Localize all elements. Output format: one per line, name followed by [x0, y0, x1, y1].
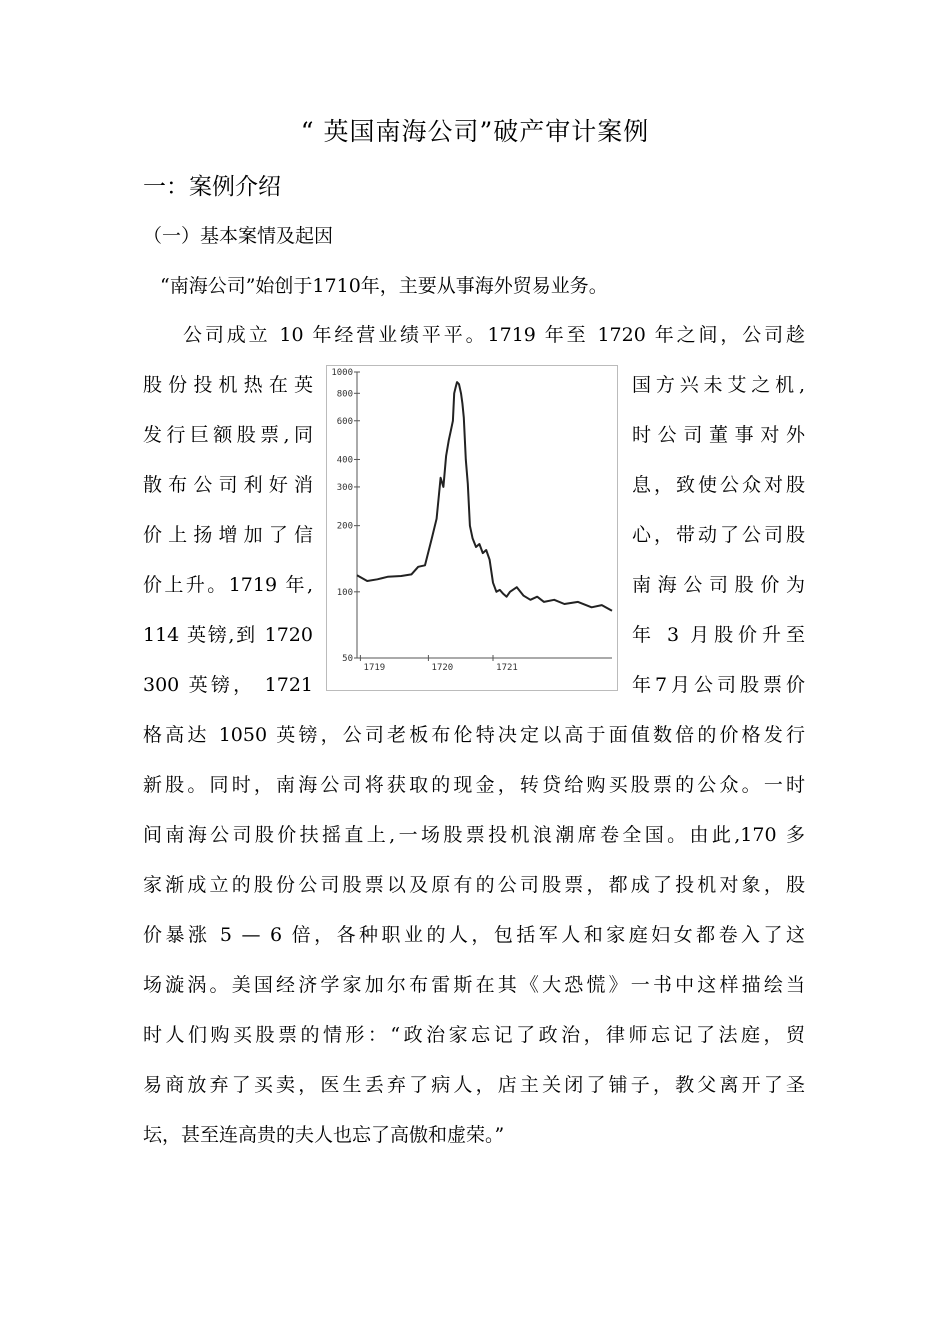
paragraph-line: 价暴涨 5 — 6 倍，各种职业的人，包括军人和家庭妇女都卷入了这	[143, 924, 805, 946]
wrap-left-line: 发行巨额股票,同	[143, 424, 313, 446]
paragraph-line: 时人们购买股票的情形：“政治家忘记了政治，律师忘记了法庭，贸	[143, 1024, 805, 1046]
paragraph-line: 公司成立 10 年经营业绩平平。1719 年至 1720 年之间，公司趁	[183, 324, 805, 346]
wrap-left-line: 股份投机热在英	[143, 374, 313, 396]
wrap-right-line: 息，致使公众对股	[632, 474, 805, 496]
paragraph-line: 易商放弃了买卖，医生丢弃了病人，店主关闭了铺子，教父离开了圣	[143, 1074, 805, 1096]
wrap-left-line: 价上升。1719 年,	[143, 574, 313, 596]
wrap-left-line: 114 英镑,到 1720	[143, 624, 313, 646]
intro-paragraph: “南海公司”始创于1710年，主要从事海外贸易业务。	[160, 275, 608, 297]
wrap-left-line: 散布公司利好消	[143, 474, 313, 496]
section-heading: 一：案例介绍	[143, 174, 281, 200]
paragraph-line: 新股。同时，南海公司将获取的现金，转贷给购买股票的公众。一时	[143, 774, 805, 796]
price-series-line	[357, 382, 612, 611]
y-tick-label: 400	[336, 455, 353, 466]
y-tick-label: 50	[342, 654, 353, 664]
wrap-right-line: 时公司董事对外	[632, 424, 805, 446]
stock-price-chart	[326, 365, 618, 691]
chart-svg	[327, 366, 617, 690]
y-tick-label: 200	[336, 521, 353, 532]
wrap-right-line: 心，带动了公司股	[632, 524, 805, 546]
wrap-right-line: 年7月公司股票价	[632, 674, 805, 696]
wrap-right-line: 南海公司股价为	[632, 574, 805, 596]
y-tick-label: 1000	[331, 368, 353, 378]
paragraph-line: 场漩涡。美国经济学家加尔布雷斯在其《大恐慌》一书中这样描绘当	[143, 974, 805, 996]
subsection-heading: （一）基本案情及起因	[143, 225, 334, 247]
y-tick-label: 800	[336, 389, 353, 400]
wrap-left-line: 价上扬增加了信	[143, 524, 313, 546]
paragraph-line: 格高达 1050 英镑，公司老板布伦特决定以高于面值数倍的价格发行	[143, 724, 805, 746]
x-tick-label: 1719	[363, 663, 386, 673]
paragraph-line: 坛，甚至连高贵的夫人也忘了高傲和虚荣。”	[143, 1124, 505, 1146]
y-tick-label: 300	[336, 482, 353, 493]
paragraph-line: 家渐成立的股份公司股票以及原有的公司股票，都成了投机对象，股	[143, 874, 805, 896]
x-tick-label: 1720	[431, 663, 454, 673]
y-tick-label: 100	[336, 587, 353, 598]
paragraph-line: 间南海公司股价扶摇直上,一场股票投机浪潮席卷全国。由此,170 多	[143, 824, 805, 846]
wrap-right-line: 年 3 月股价升至	[632, 624, 805, 646]
x-tick-label: 1721	[496, 663, 518, 673]
wrap-right-line: 国方兴未艾之机,	[632, 374, 805, 396]
y-tick-label: 600	[336, 416, 353, 427]
document-title: “ 英国南海公司”破产审计案例	[300, 117, 650, 146]
wrap-left-line: 300 英镑， 1721	[143, 674, 313, 696]
